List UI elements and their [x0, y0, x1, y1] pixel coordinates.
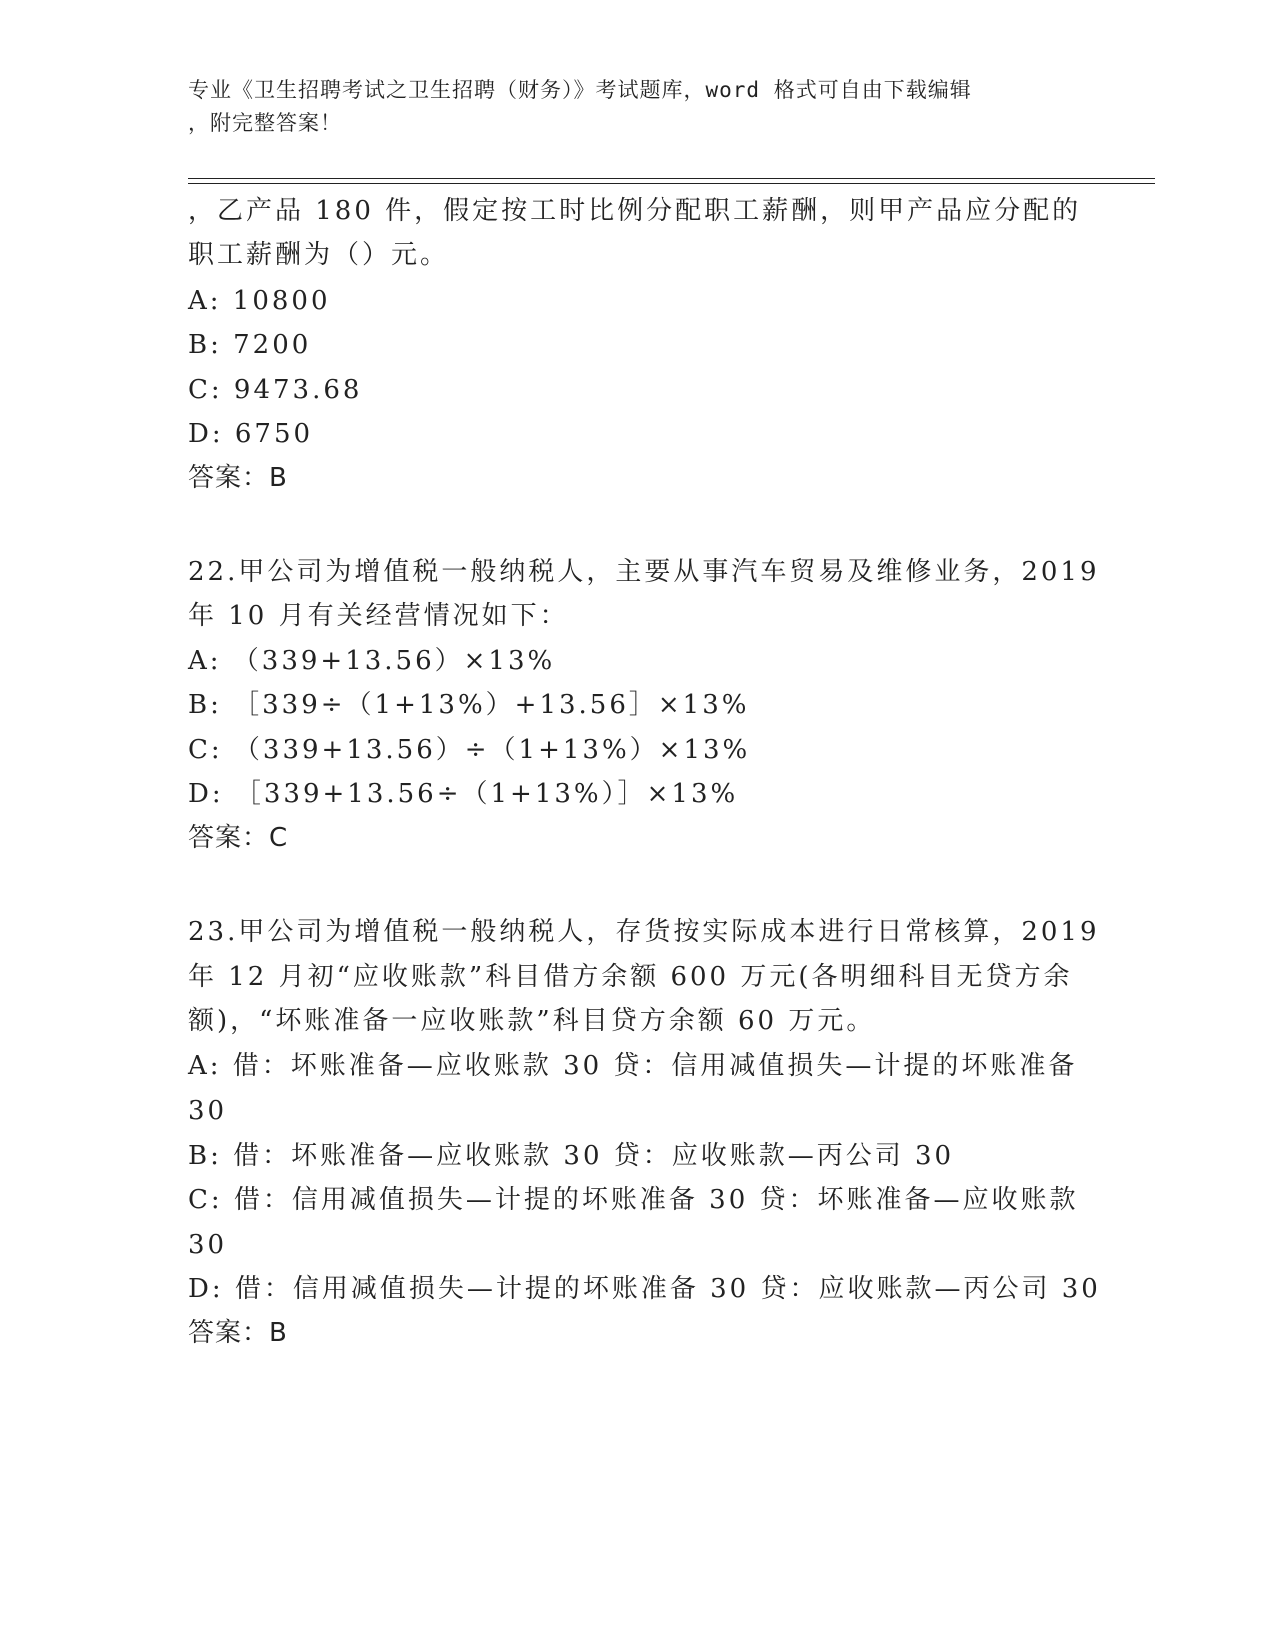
q21-option-c: C: 9473.68 — [188, 375, 363, 405]
q23-option-b: B: 借：坏账准备—应收账款 30 贷：应收账款—丙公司 30 — [188, 1141, 955, 1171]
q21-text-line-1: ，乙产品 180 件，假定按工时比例分配职工薪酬，则甲产品应分配的 — [188, 196, 1082, 226]
document-header — [188, 74, 1068, 140]
q23-option-c-line-2: 30 — [188, 1230, 228, 1260]
q22-option-d: D: ［339+13.56÷（1+13%）］×13% — [188, 779, 739, 809]
q23-text-line-3: 额)，“坏账准备一应收账款”科目贷方余额 60 万元。 — [188, 1006, 876, 1036]
q21-option-a: A: 10800 — [188, 286, 331, 316]
q22-option-c: C: （339+13.56）÷（1+13%）×13% — [188, 735, 751, 765]
header-line-1: 专业《卫生招聘考试之卫生招聘（财务）》考试题库，word 格式可自由下载编辑 — [188, 78, 972, 102]
q21-text-line-2: 职工薪酬为（）元。 — [188, 240, 450, 270]
q22-option-a: A: （339+13.56）×13% — [188, 646, 556, 676]
q23-text-line-1: 23.甲公司为增值税一般纳税人，存货按实际成本进行日常核算，2019 — [188, 917, 1100, 947]
q23-option-a-line-2: 30 — [188, 1096, 228, 1126]
q22-option-b: B: ［339÷（1+13%）+13.56］×13% — [188, 690, 750, 720]
q23-answer: 答案：B — [188, 1318, 288, 1348]
q22-answer: 答案：C — [188, 823, 289, 853]
q23-option-d: D: 借：信用减值损失—计提的坏账准备 30 贷：应收账款—丙公司 30 — [188, 1274, 1101, 1304]
q23-option-a-line-1: A: 借：坏账准备—应收账款 30 贷：信用减值损失—计提的坏账准备 — [188, 1051, 1078, 1081]
q21-option-b: B: 7200 — [188, 330, 312, 360]
q21-answer: 答案：B — [188, 463, 288, 493]
header-divider-top — [188, 178, 1155, 179]
q21-option-d: D: 6750 — [188, 419, 314, 449]
q23-option-c-line-1: C: 借：信用减值损失—计提的坏账准备 30 贷：坏账准备—应收账款 — [188, 1185, 1079, 1215]
header-divider-bottom — [188, 183, 1155, 184]
header-line-2: ，附完整答案！ — [188, 111, 342, 135]
q23-text-line-2: 年 12 月初“应收账款”科目借方余额 600 万元(各明细科目无贷方余 — [188, 962, 1073, 992]
q22-text-line-1: 22.甲公司为增值税一般纳税人，主要从事汽车贸易及维修业务，2019 — [188, 557, 1100, 587]
q22-text-line-2: 年 10 月有关经营情况如下： — [188, 601, 569, 631]
